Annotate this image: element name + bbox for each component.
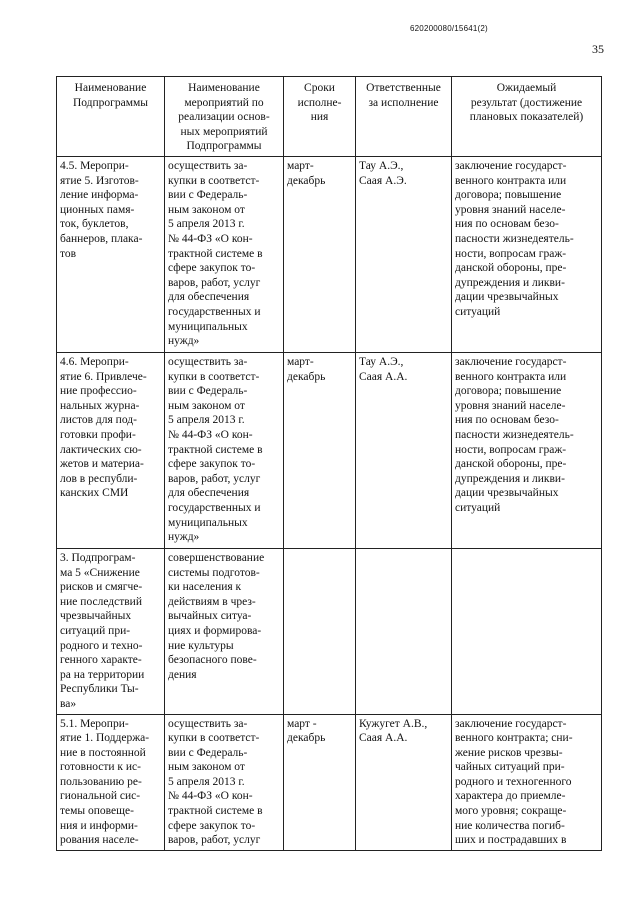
column-header-result: Ожидаемый результат (достижение плановых показателей) (452, 77, 602, 157)
cell-result: заключение государст- венного контракта или договора; повышение уровня знаний населе- ния по основам безо- пасности жизнедеятель- ности, вопросам граж- данской обороны, пре- дупреждения и ликви- дации чрезвычайных ситуаций (452, 156, 602, 352)
cell-subprogram: 5.1. Меропри- ятие 1. Поддержа- ние в постоянной готовности к ис- пользованию ре- гиональной сис- темы оповеще- ния и информи- рования населе- (57, 714, 165, 850)
cell-terms: март- декабрь (284, 352, 356, 548)
cell-subprogram: 4.5. Меропри- ятие 5. Изготов- ление информа- ционных памя- ток, буклетов, баннеров, плака- тов (57, 156, 165, 352)
column-header-responsible: Ответственные за исполнение (356, 77, 452, 157)
cell-responsible: Кужугет А.В., Саая А.А. (356, 714, 452, 850)
cell-responsible (356, 548, 452, 714)
table-row (57, 714, 602, 850)
cell-result (452, 548, 602, 714)
cell-terms: март- декабрь (284, 156, 356, 352)
cell-actions: осуществить за- купки в соответст- вии с Федераль- ным законом от 5 апреля 2013 г. № 44-ФЗ «О кон- трактной системе в сфере закупок то- варов, работ, услуг для обеспечения государственных и муниципальных нужд» (165, 156, 284, 352)
action-plan-table (56, 76, 602, 851)
table-row (57, 352, 602, 548)
table-row (57, 548, 602, 714)
cell-result: заключение государст- венного контракта; сни- жение рисков чрезвы- чайных ситуаций при- родного и техногенного характера до приемле- мого уровня; сокраще- ние количества погиб- ших и пострадавших в (452, 714, 602, 850)
column-header-terms: Сроки исполне- ния (284, 77, 356, 157)
cell-terms: март - декабрь (284, 714, 356, 850)
cell-subprogram: 4.6. Меропри- ятие 6. Привлече- ние профессио- нальных журна- листов для под- готовки профи- лактических сю- жетов и материа- лов в республи- канских СМИ (57, 352, 165, 548)
table-header-row (57, 77, 602, 157)
table-row (57, 156, 602, 352)
cell-actions: осуществить за- купки в соответст- вии с Федераль- ным законом от 5 апреля 2013 г. № 44-ФЗ «О кон- трактной системе в сфере закупок то- варов, работ, услуг для обеспечения государственных и муниципальных нужд» (165, 352, 284, 548)
cell-actions: осуществить за- купки в соответст- вии с Федераль- ным законом от 5 апреля 2013 г. № 44-ФЗ «О кон- трактной системе в сфере закупок то- варов, работ, услуг (165, 714, 284, 850)
cell-responsible: Тау А.Э., Саая А.Э. (356, 156, 452, 352)
cell-responsible: Тау А.Э., Саая А.А. (356, 352, 452, 548)
column-header-actions: Наименование мероприятий по реализации основ- ных мероприятий Подпрограммы (165, 77, 284, 157)
document-id: 620200080/15641(2) (410, 24, 488, 33)
cell-actions: совершенствование системы подготов- ки населения к действиям в чрез- вычайных ситуа- циях и формирова- ние культуры безопасного пове- дения (165, 548, 284, 714)
cell-terms (284, 548, 356, 714)
cell-result: заключение государст- венного контракта или договора; повышение уровня знаний населе- ния по основам безо- пасности жизнедеятель- ности, вопросам граж- данской обороны, пре- дупреждения и ликви- дации чрезвычайных ситуаций (452, 352, 602, 548)
cell-subprogram: 3. Подпрограм- ма 5 «Снижение рисков и смягче- ние последствий чрезвычайных ситуаций при- родного и техно- генного характе- ра на территории Республики Ты- ва» (57, 548, 165, 714)
page-number: 35 (592, 42, 604, 56)
column-header-subprogram: Наименование Подпрограммы (57, 77, 165, 157)
